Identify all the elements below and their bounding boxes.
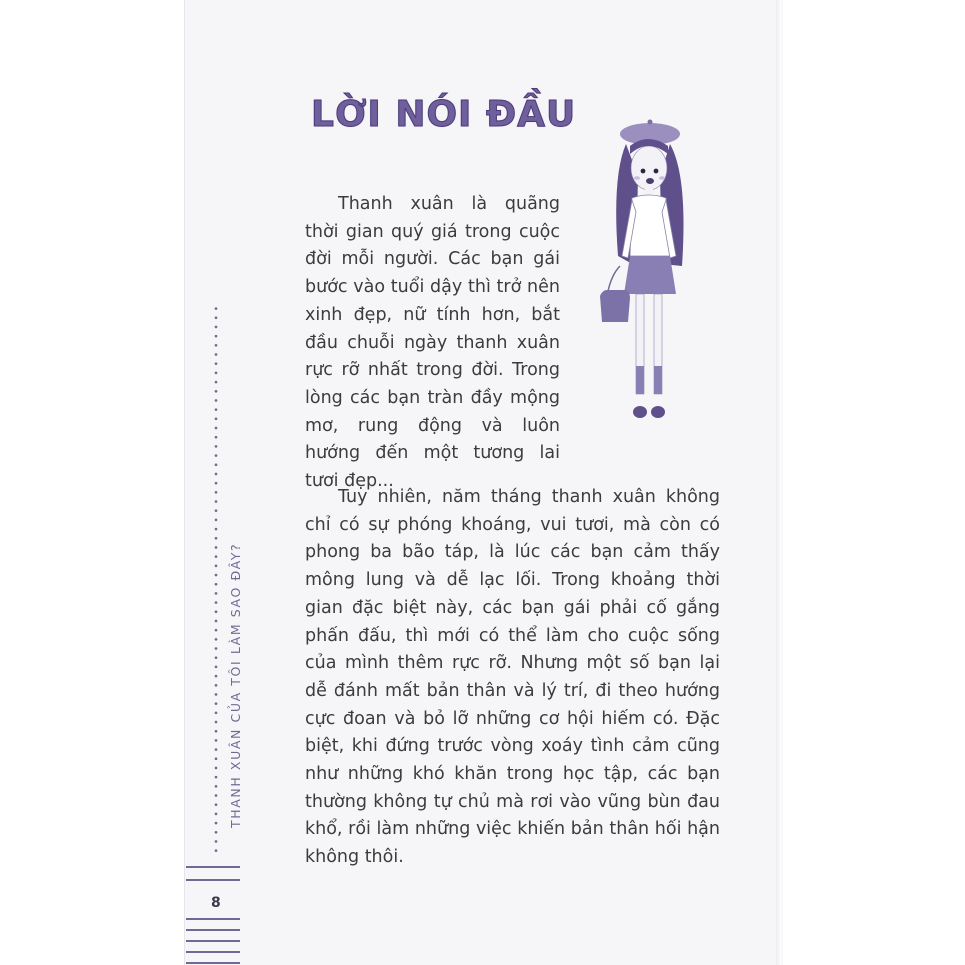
page-number: 8 [211, 895, 221, 911]
running-title: THANH XUÂN CỦA TÔI LÀM SAO ĐÂY? [228, 542, 243, 828]
page-edge [776, 0, 782, 965]
paragraph-intro: Thanh xuân là quãng thời gian quý giá trong cuộc đời mỗi người. Các bạn gái bước vào tuổi dậy thì trở nên xinh đẹp, nữ tính hơn, bắt đầu chuỗi ngày thanh xuân rực rỡ nhất trong đời. Trong lòng các bạn tràn đầy mộng mơ, rung động và luôn hướng đến một tương lai tươi đẹp... [305, 194, 560, 492]
girl-illustration [598, 116, 698, 436]
paragraph-body: Tuy nhiên, năm tháng thanh xuân không chỉ có sự phóng khoáng, vui tươi, mà còn có phong ba bão táp, là lúc các bạn cảm thấy mông lung và dễ lạc lối. Trong khoảng thời gian đặc biệt này, các bạn gái phải cố gắng phấn đấu, thì mới có thể làm cho cuộc sống của mình thêm rực rỡ. Nhưng một số bạn lại dễ đánh mất bản thân và lý trí, đi theo hướng cực đoan và bỏ lỡ những cơ hội hiếm có. Đặc biệt, khi đứng trước vòng xoáy tình cảm cũng như những khó khăn trong học tập, các bạn thường không tự chủ mà rơi vào vũng bùn đau khổ, rồi làm những việc khiến bản thân hối hận không thôi. [305, 487, 720, 868]
page-title: LỜI NÓI ĐẦU [311, 94, 577, 135]
dotted-margin-line [214, 304, 218, 856]
